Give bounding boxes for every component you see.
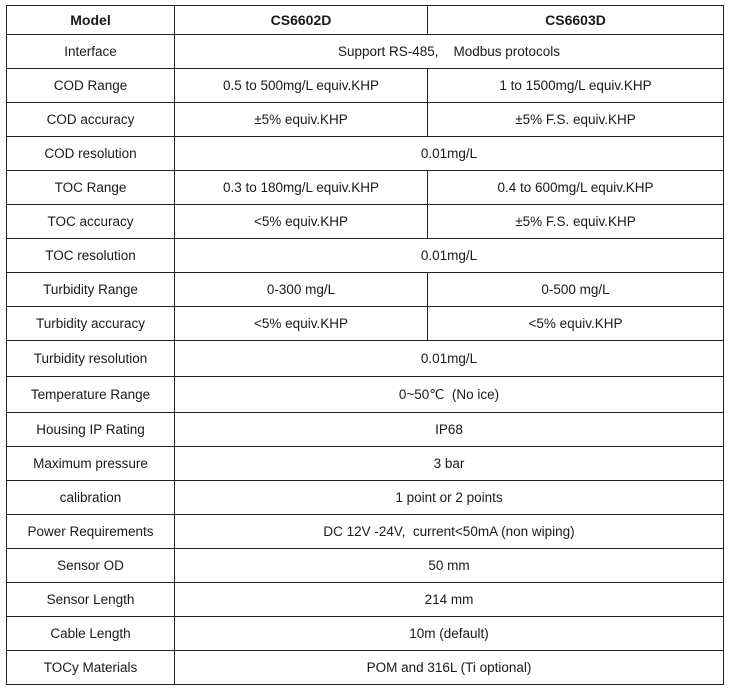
table-row-toc-range bbox=[7, 171, 724, 205]
row-value-a: 0-300 mg/L bbox=[175, 273, 428, 307]
row-label: COD Range bbox=[7, 69, 175, 103]
row-label: COD accuracy bbox=[7, 103, 175, 137]
table-row-sensor-length bbox=[7, 583, 724, 617]
table-row-cod-resolution bbox=[7, 137, 724, 171]
row-value-b: 0.4 to 600mg/L equiv.KHP bbox=[428, 171, 724, 205]
row-label: COD resolution bbox=[7, 137, 175, 171]
row-value-a: <5% equiv.KHP bbox=[175, 307, 428, 341]
table-row-cod-range bbox=[7, 69, 724, 103]
row-label: TOC accuracy bbox=[7, 205, 175, 239]
model-label-cell: Model bbox=[7, 6, 175, 35]
table-row-maximum-pressure bbox=[7, 447, 724, 481]
row-value-b: 0-500 mg/L bbox=[428, 273, 724, 307]
row-value: 0.01mg/L bbox=[175, 239, 724, 273]
row-value-b: 1 to 1500mg/L equiv.KHP bbox=[428, 69, 724, 103]
table-row-power-requirements bbox=[7, 515, 724, 549]
row-label: Maximum pressure bbox=[7, 447, 175, 481]
table-row-turbidity-range bbox=[7, 273, 724, 307]
row-value: 10m (default) bbox=[175, 617, 724, 651]
row-value: 50 mm bbox=[175, 549, 724, 583]
row-value-a: <5% equiv.KHP bbox=[175, 205, 428, 239]
row-label: Cable Length bbox=[7, 617, 175, 651]
model-b-cell: CS6603D bbox=[428, 6, 724, 35]
row-label: calibration bbox=[7, 481, 175, 515]
table-row-calibration bbox=[7, 481, 724, 515]
row-value-b: ±5% F.S. equiv.KHP bbox=[428, 205, 724, 239]
table-row-sensor-od bbox=[7, 549, 724, 583]
row-value-a: 0.3 to 180mg/L equiv.KHP bbox=[175, 171, 428, 205]
row-label: Power Requirements bbox=[7, 515, 175, 549]
row-value: 3 bar bbox=[175, 447, 724, 481]
row-value-a: ±5% equiv.KHP bbox=[175, 103, 428, 137]
row-value: Support RS-485, Modbus protocols bbox=[175, 35, 724, 69]
spec-table bbox=[6, 5, 724, 685]
row-label: Turbidity accuracy bbox=[7, 307, 175, 341]
table-row-materials bbox=[7, 651, 724, 685]
row-label: Turbidity Range bbox=[7, 273, 175, 307]
table-row-toc-resolution bbox=[7, 239, 724, 273]
row-value-b: ±5% F.S. equiv.KHP bbox=[428, 103, 724, 137]
table-row-temperature-range bbox=[7, 377, 724, 413]
row-value: 0.01mg/L bbox=[175, 341, 724, 377]
row-label: Temperature Range bbox=[7, 377, 175, 413]
row-value-b: <5% equiv.KHP bbox=[428, 307, 724, 341]
row-label: Sensor Length bbox=[7, 583, 175, 617]
row-value: 0.01mg/L bbox=[175, 137, 724, 171]
row-value: IP68 bbox=[175, 413, 724, 447]
row-label: Interface bbox=[7, 35, 175, 69]
table-row-turbidity-resolution bbox=[7, 341, 724, 377]
model-a-cell: CS6602D bbox=[175, 6, 428, 35]
row-label: Turbidity resolution bbox=[7, 341, 175, 377]
row-value: 1 point or 2 points bbox=[175, 481, 724, 515]
row-label: Sensor OD bbox=[7, 549, 175, 583]
row-value: 214 mm bbox=[175, 583, 724, 617]
table-row-cod-accuracy bbox=[7, 103, 724, 137]
table-row-turbidity-accuracy bbox=[7, 307, 724, 341]
table-row-cable-length bbox=[7, 617, 724, 651]
header-row bbox=[7, 6, 724, 35]
row-label: TOC resolution bbox=[7, 239, 175, 273]
table-row-housing-ip-rating bbox=[7, 413, 724, 447]
row-label: TOCy Materials bbox=[7, 651, 175, 685]
row-value-a: 0.5 to 500mg/L equiv.KHP bbox=[175, 69, 428, 103]
table-row-interface bbox=[7, 35, 724, 69]
row-value: 0~50℃ (No ice) bbox=[175, 377, 724, 413]
row-value: DC 12V -24V, current<50mA (non wiping) bbox=[175, 515, 724, 549]
row-label: TOC Range bbox=[7, 171, 175, 205]
row-label: Housing IP Rating bbox=[7, 413, 175, 447]
table-row-toc-accuracy bbox=[7, 205, 724, 239]
row-value: POM and 316L (Ti optional) bbox=[175, 651, 724, 685]
